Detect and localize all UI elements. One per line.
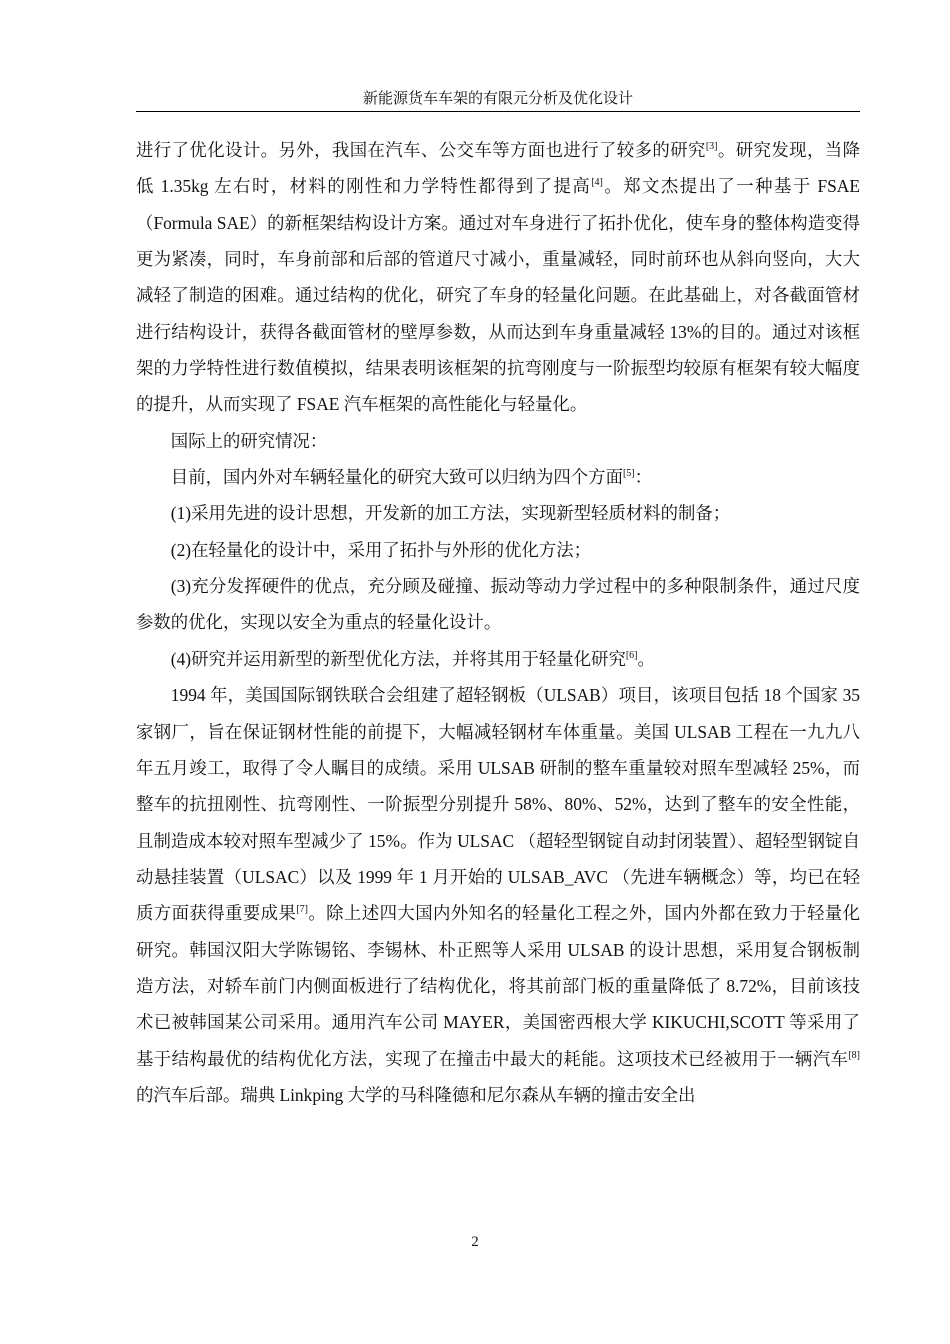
text-segment: (4)研究并运用新型的新型优化方法，并将其用于轻量化研究 bbox=[170, 648, 626, 669]
paragraph bbox=[136, 459, 860, 495]
paragraph bbox=[136, 132, 860, 423]
citation: [8] bbox=[848, 1049, 860, 1061]
paragraph bbox=[136, 677, 860, 1113]
paragraph bbox=[136, 423, 860, 459]
text-segment: (1)采用先进的设计思想，开发新的加工方法，实现新型轻质材料的制备； bbox=[170, 503, 731, 524]
text-segment: (3)充分发挥硬件的优点，充分顾及碰撞、振动等动力学过程中的多种限制条件，通过尺度参数的优化，实现以安全为重点的轻量化设计。 bbox=[136, 576, 860, 633]
text-segment: 的汽车后部。瑞典 Linkping 大学的马科隆德和尼尔森从车辆的撞击安全出 bbox=[136, 1084, 696, 1105]
list-item bbox=[136, 532, 860, 568]
citation: [5] bbox=[622, 468, 635, 480]
citation: [7] bbox=[296, 904, 308, 916]
body-text bbox=[136, 132, 860, 1113]
text-segment: 。除上述四大国内外知名的轻量化工程之外，国内外都在致力于轻量化研究。韩国汉阳大学陈锡铭、李锡林、朴正熙等人采用 ULSAB 的设计思想，采用复合钢板制造方法，对轿车前门内侧面板进行了结构优化，将其前部门板的重量降低了 8.72%，目前该技术已被韩国某公司采用。通用汽车公司 MAYER，美国密西根大学 KIKUCHI,SCOTT 等采用了基于结构最优的结构优化方法，实现了在撞击中最大的耗能。这项技术已经被用于一辆汽车 bbox=[136, 903, 860, 1069]
text-segment: (2)在轻量化的设计中，采用了拓扑与外形的优化方法； bbox=[170, 539, 592, 560]
text-segment: 1994 年，美国国际钢铁联合会组建了超轻钢板（ULSAB）项目，该项目包括 18 个国家 35 家钢厂，旨在保证钢材性能的前提下，大幅减轻钢材车体重量。美国 ULSAB 工程在一九九八年五月竣工，取得了令人瞩目的成绩。采用 ULSAB 研制的整车重量较对照车型减轻 25%，而整车的抗扭刚性、抗弯刚性、一阶振型分别提升 58%、80%、52%，达到了整车的安全性能，且制造成本较对照车型减少了 15%。作为 ULSAC （超轻型钢锭自动封闭装置）、超轻型钢锭自动悬挂装置（ULSAC）以及 1999 年 1 月开始的 ULSAB_AVC （先进车辆概念）等，均已在轻质方面获得重要成果 bbox=[136, 685, 860, 924]
running-header: 新能源货车车架的有限元分析及优化设计 bbox=[136, 88, 860, 112]
list-item bbox=[136, 641, 860, 677]
text-segment: 进行了优化设计。另外，我国在汽车、公交车等方面也进行了较多的研究 bbox=[136, 140, 706, 160]
citation: [6] bbox=[625, 650, 638, 662]
text-segment: 。研究发现，当降低 1.35kg 左右时，材料的刚性和力学特性都得到了提高 bbox=[136, 140, 860, 197]
citation: [4] bbox=[591, 177, 603, 189]
text-segment: 。郑文杰提出了一种基于 FSAE（Formula SAE）的新框架结构设计方案。通过对车身进行了拓扑优化，使车身的整体构造变得更为紧凑，同时，车身前部和后部的管道尺寸减小，重量减轻，同时前环也从斜向竖向，大大减轻了制造的困难。通过结构的优化，研究了车身的轻量化问题。在此基础上，对各截面管材进行结构设计，获得各截面管材的壁厚参数，从而达到车身重量减轻 13%的目的。通过对该框架的力学特性进行数值模拟，结果表明该框架的抗弯刚度与一阶振型均较原有框架有较大幅度的提升，从而实现了 FSAE 汽车框架的高性能化与轻量化。 bbox=[136, 176, 860, 415]
text-segment: 目前，国内外对车辆轻量化的研究大致可以归纳为四个方面 bbox=[170, 467, 623, 488]
list-item bbox=[136, 495, 860, 531]
list-item bbox=[136, 568, 860, 641]
text-segment: 国际上的研究情况： bbox=[170, 430, 328, 451]
citation: [3] bbox=[705, 141, 718, 153]
text-segment: ： bbox=[634, 467, 653, 488]
page-number: 2 bbox=[471, 1234, 479, 1250]
text-segment: 。 bbox=[637, 648, 655, 669]
